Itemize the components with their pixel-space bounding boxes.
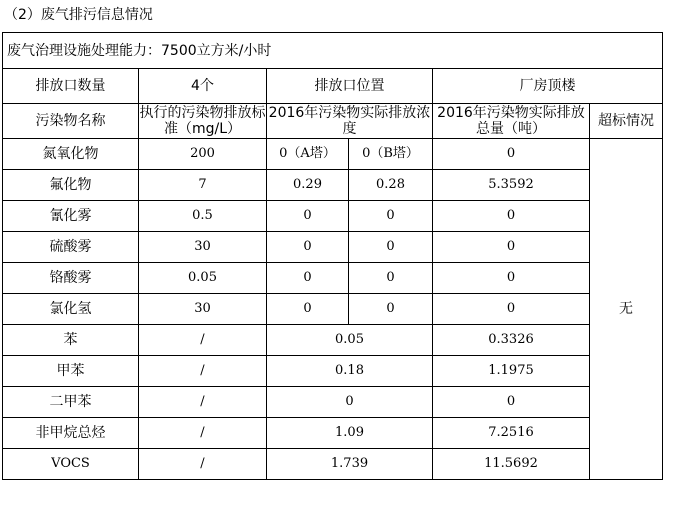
pollutant-name: 铬酸雾 (3, 263, 139, 294)
outlet-row (3, 69, 663, 104)
concentration-b: 0 (349, 294, 433, 325)
standard-value: / (139, 387, 267, 418)
table-row (3, 387, 663, 418)
pollutant-name: 非甲烷总烃 (3, 418, 139, 449)
total-value: 0 (433, 139, 590, 170)
pollutant-name: 苯 (3, 325, 139, 356)
standard-value: / (139, 356, 267, 387)
total-value: 0.3326 (433, 325, 590, 356)
outlet-count-label: 排放口数量 (3, 69, 139, 104)
table-row (3, 201, 663, 232)
total-value: 7.2516 (433, 418, 590, 449)
header-standard-text: 执行的污染物排放标准（mg/L） (139, 105, 266, 137)
pollutant-name: 二甲苯 (3, 387, 139, 418)
concentration-merged: 0.05 (267, 325, 433, 356)
table-row (3, 418, 663, 449)
pollutant-name: 甲苯 (3, 356, 139, 387)
table-row (3, 449, 663, 480)
total-value: 0 (433, 387, 590, 418)
pollutant-name: VOCS (3, 449, 139, 480)
table-row (3, 325, 663, 356)
header-concentration (267, 104, 433, 139)
total-value: 5.3592 (433, 170, 590, 201)
table-row (3, 263, 663, 294)
concentration-a: 0（A塔） (267, 139, 349, 170)
outlet-count-value: 4个 (139, 69, 267, 104)
standard-value: 200 (139, 139, 267, 170)
header-total (433, 104, 590, 139)
concentration-a: 0 (267, 201, 349, 232)
concentration-a: 0 (267, 294, 349, 325)
header-standard (139, 104, 267, 139)
concentration-a: 0 (267, 232, 349, 263)
header-row (3, 104, 663, 139)
standard-value: / (139, 449, 267, 480)
concentration-b: 0 (349, 232, 433, 263)
standard-value: 30 (139, 232, 267, 263)
standard-value: / (139, 418, 267, 449)
section-heading: （2）废气排污信息情况 (4, 7, 153, 23)
table-row (3, 139, 663, 170)
total-value: 0 (433, 294, 590, 325)
capacity-row (3, 33, 663, 69)
table-row (3, 294, 663, 325)
capacity-cell: 废气治理设施处理能力：7500立方米/小时 (3, 33, 663, 69)
table-row (3, 170, 663, 201)
standard-value: 0.5 (139, 201, 267, 232)
concentration-b: 0.28 (349, 170, 433, 201)
concentration-merged: 0.18 (267, 356, 433, 387)
total-value: 1.1975 (433, 356, 590, 387)
concentration-b: 0 (349, 201, 433, 232)
header-exceed: 超标情况 (590, 104, 663, 139)
header-pollutant: 污染物名称 (3, 104, 139, 139)
standard-value: / (139, 325, 267, 356)
concentration-merged: 1.739 (267, 449, 433, 480)
standard-value: 30 (139, 294, 267, 325)
pollutant-name: 氰化雾 (3, 201, 139, 232)
total-value: 0 (433, 263, 590, 294)
concentration-a: 0.29 (267, 170, 349, 201)
table-row (3, 232, 663, 263)
total-value: 0 (433, 201, 590, 232)
header-concentration-text: 2016年污染物实际排放浓度 (268, 105, 431, 137)
total-value: 0 (433, 232, 590, 263)
header-total-text: 2016年污染物实际排放总量（吨） (437, 105, 585, 137)
exhaust-emission-table (2, 32, 663, 480)
pollutant-name: 氮氧化物 (3, 139, 139, 170)
standard-value: 7 (139, 170, 267, 201)
concentration-b: 0（B塔） (349, 139, 433, 170)
standard-value: 0.05 (139, 263, 267, 294)
outlet-position-label: 排放口位置 (267, 69, 433, 104)
pollutant-name: 氯化氢 (3, 294, 139, 325)
pollutant-name: 氟化物 (3, 170, 139, 201)
table-row (3, 356, 663, 387)
concentration-a: 0 (267, 263, 349, 294)
concentration-b: 0 (349, 263, 433, 294)
concentration-merged: 1.09 (267, 418, 433, 449)
outlet-position-value: 厂房顶楼 (433, 69, 663, 104)
exceed-value: 无 (590, 139, 663, 480)
total-value: 11.5692 (433, 449, 590, 480)
concentration-merged: 0 (267, 387, 433, 418)
pollutant-name: 硫酸雾 (3, 232, 139, 263)
